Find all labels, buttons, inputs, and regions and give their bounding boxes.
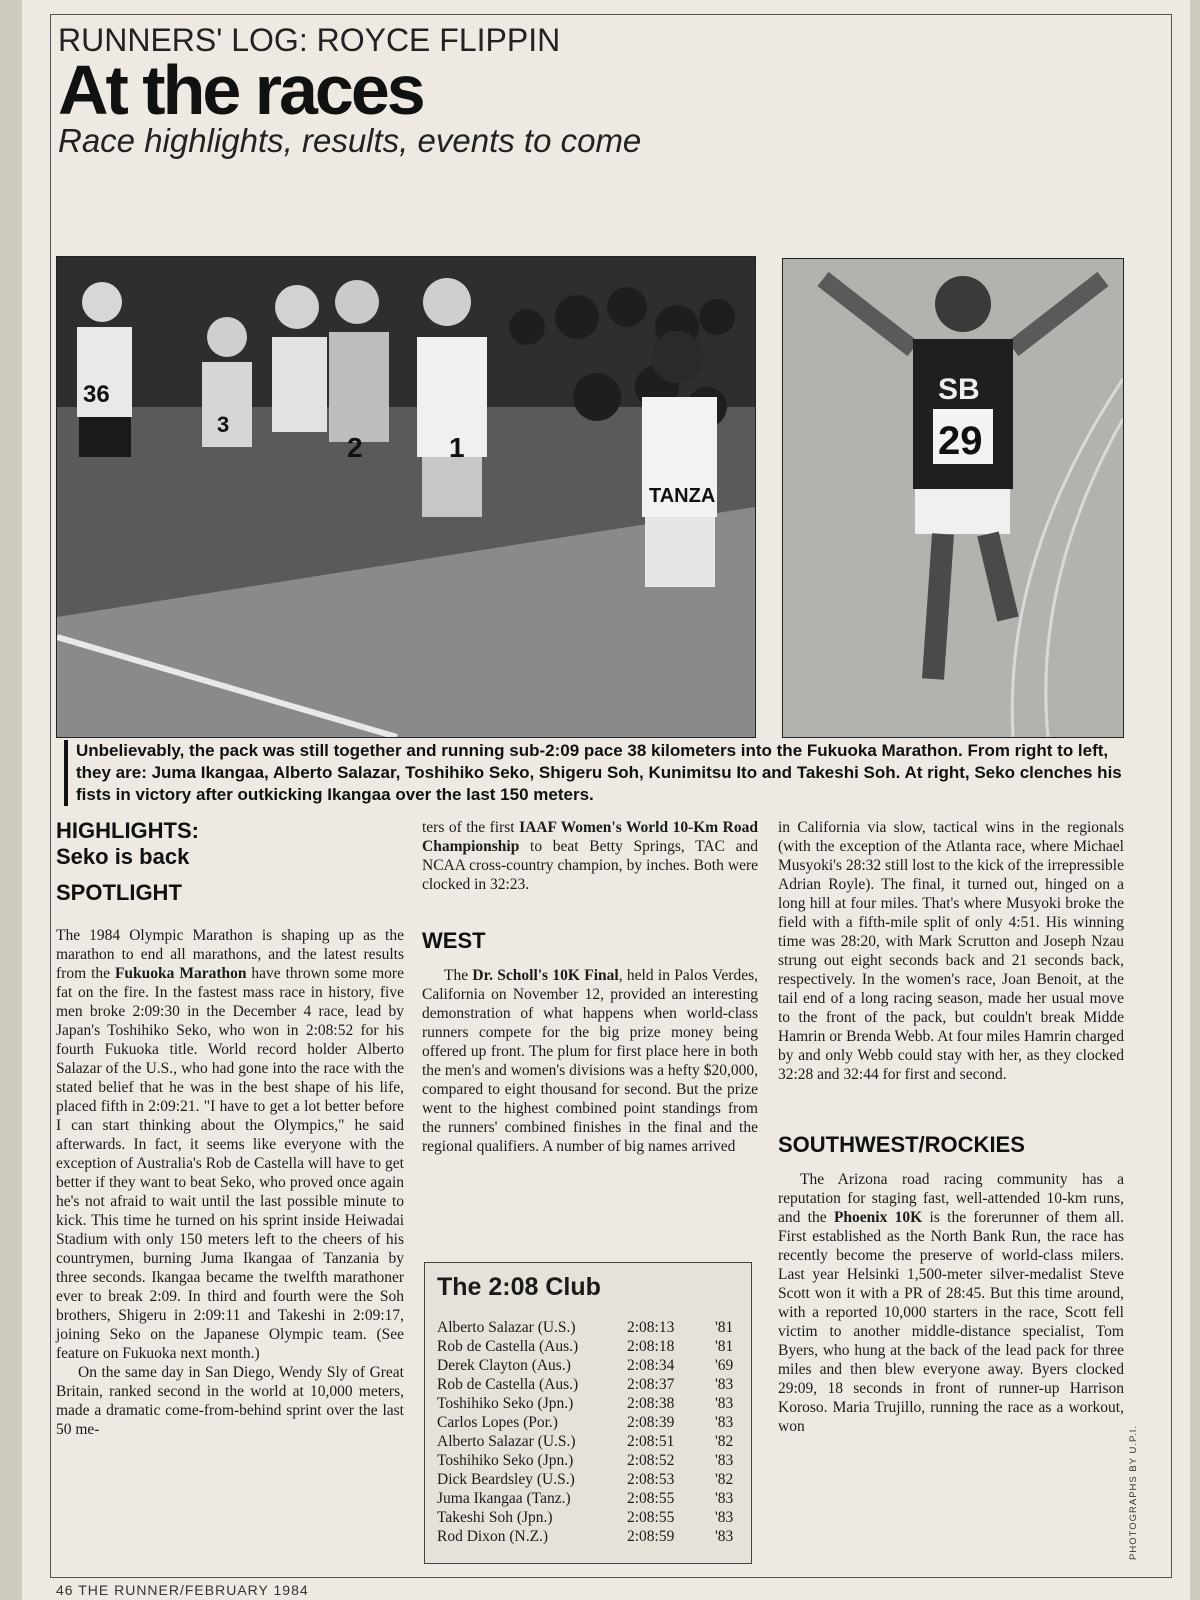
race-year: '83 xyxy=(715,1376,734,1393)
marathon-time: 2:08:55 xyxy=(627,1490,675,1507)
runner-name: Dick Beardsley (U.S.) xyxy=(437,1471,575,1488)
race-year: '82 xyxy=(715,1471,734,1488)
runner-name: Toshihiko Seko (Jpn.) xyxy=(437,1395,574,1412)
runner-name: Juma Ikangaa (Tanz.) xyxy=(437,1490,571,1507)
dr-scholls-continued-paragraph: in California via slow, tactical wins in the regionals (with the exception of the Atlanta race, where Michael Musyoki's 28:32 still lost to the kick of the irrepressible Adrian Royle). The final, it turned out, hinged on a long hill at four miles. That's where Musyoki broke the field with a fifth-mile split of only 4:51. His winning time was 28:20, with Mark Scrutton and Joseph Nzau strung out eight seconds back and 21 seconds back, respectively. In the women's race, Joan Benoit, at the tail end of a long racing season, made her usual move to the front of the pack, but couldn't break Midde Hamrin or Brenda Webb. At four miles Hamrin charged by and only Webb could stay with her, as they clocked 32:28 and 32:44 for first and second. xyxy=(778,819,1124,1083)
marathon-time: 2:08:51 xyxy=(627,1433,675,1450)
race-year: '82 xyxy=(715,1433,734,1450)
article-title: At the races xyxy=(58,51,423,129)
race-year: '83 xyxy=(715,1452,734,1469)
club-row xyxy=(437,1357,743,1376)
runner-name: Toshihiko Seko (Jpn.) xyxy=(437,1452,574,1469)
runner-name: Rob de Castella (Aus.) xyxy=(437,1338,579,1355)
magazine-page xyxy=(22,0,1190,1600)
race-year: '81 xyxy=(715,1338,734,1355)
bib-number: 1 xyxy=(449,432,465,463)
race-name: Fukuoka Marathon xyxy=(114,965,247,982)
page-footer: 46 THE RUNNER/FEBRUARY 1984 xyxy=(56,1582,309,1598)
race-name: Dr. Scholl's 10K Final xyxy=(472,967,619,984)
article-deck: Race highlights, results, events to come xyxy=(58,122,642,159)
marathon-time: 2:08:53 xyxy=(627,1471,675,1488)
runner-name: Alberto Salazar (U.S.) xyxy=(437,1319,576,1336)
bib-number: 3 xyxy=(217,412,230,437)
text-run: ters of the first xyxy=(422,819,520,836)
bib-number: 36 xyxy=(83,381,110,408)
club-row xyxy=(437,1471,743,1490)
text-run: The Arizona road racing community has a reputation for staging fast, well-attended 10-km runs, and the xyxy=(778,1171,1124,1226)
phoenix-paragraph xyxy=(778,1170,1124,1436)
race-name: IAAF Women's World 10-Km Road Championship xyxy=(422,819,758,855)
photo-caption: Unbelievably, the pack was still together and running sub-2:09 pace 38 kilometers into the Fukuoka Marathon. From right to left, they are: Juma Ikangaa, Alberto Salazar, Toshihiko Seko, Shigeru Soh, Kunimitsu Ito and Takeshi Soh. At right, Seko clenches his fists in victory after outkicking Ikangaa over the last 150 meters. xyxy=(64,740,1146,806)
runner-name: Takeshi Soh (Jpn.) xyxy=(437,1509,553,1526)
race-year: '83 xyxy=(715,1528,734,1545)
club-row xyxy=(437,1338,743,1357)
club-row xyxy=(437,1452,743,1471)
club-row xyxy=(437,1509,743,1528)
southwest-rockies-heading: SOUTHWEST/ROCKIES xyxy=(778,1132,1025,1157)
club-row xyxy=(437,1490,743,1509)
bib-number: 29 xyxy=(938,419,983,463)
race-year: '83 xyxy=(715,1395,734,1412)
text-run: , held in Palos Verdes, California on November 12, provided an interesting demonstration of what happens when world-class runners compete for the big prize money being offered up front. The plum for first place here in both the men's and women's divisions was a hefty $20,000, compared to eight thousand for second. But the prize went to the highest combined point standings from the runners' combined finishes in the final and the regional qualifiers. A number of big names arrived xyxy=(422,967,758,1155)
race-year: '83 xyxy=(715,1509,734,1526)
column-two xyxy=(422,818,758,1156)
text-run: The 1984 Olympic Marathon is shaping up as the marathon to end all marathons, and the latest results from the xyxy=(56,927,404,982)
club-title: The 2:08 Club xyxy=(437,1273,601,1301)
race-name: Phoenix 10K xyxy=(833,1209,923,1226)
text-run: have thrown some more fat on the fire. In the fastest mass race in history, five men broke 2:09:30 in the December 4 race, lead by Japan's Toshihiko Seko, who won in 2:08:52 for his fourth Fukuoka title. World record holder Alberto Salazar of the U.S., who had gone into the race with the stated belief that he was in the best shape of his life, placed fifth in 2:09:21. "I have to get a lot better before I can start thinking about the Olympics," he said afterwards. In fact, it seems like everyone with the exception of Australia's Rob de Castella will have to get better if they want to beat Seko, who proved once again he's not afraid to wait until the last possible minute to kick. This time he turned on his sprint inside Heiwadai Stadium with only 150 meters left to the cheers of his countrymen, burning Juma Ikangaa of Tanzania by three seconds. Ikangaa became the twelfth marathoner ever to break 2:09. In third and fourth were the Soh brothers, Shigeru in 2:09:11 and Takeshi in 2:09:17, joining Seko on the Japanese Olympic team. (See feature on Fukuoka next month.) xyxy=(56,965,404,1362)
column-three xyxy=(778,818,1124,1436)
highlights-heading: HIGHLIGHTS: Seko is back xyxy=(56,818,199,869)
winner-photo xyxy=(782,258,1124,738)
club-row xyxy=(437,1376,743,1395)
text-run: to beat Betty Springs, TAC and NCAA cross-country champion, by inches. Both were clocked in 32:23. xyxy=(422,838,758,893)
marathon-time: 2:08:13 xyxy=(627,1319,675,1336)
club-row xyxy=(437,1528,743,1547)
club-row xyxy=(437,1414,743,1433)
marathon-pack-illustration xyxy=(57,257,755,737)
runner-name: Rob de Castella (Aus.) xyxy=(437,1376,579,1393)
spotlight-heading: SPOTLIGHT xyxy=(56,880,182,905)
marathon-time: 2:08:37 xyxy=(627,1376,675,1393)
club-row xyxy=(437,1433,743,1452)
jersey-text: TANZA xyxy=(649,485,716,507)
marathon-time: 2:08:38 xyxy=(627,1395,675,1412)
jersey-text: SB xyxy=(938,373,980,406)
runner-name: Derek Clayton (Aus.) xyxy=(437,1357,571,1374)
marathon-time: 2:08:18 xyxy=(627,1338,675,1355)
text-run: The xyxy=(444,967,473,984)
marathon-time: 2:08:39 xyxy=(627,1414,675,1431)
race-year: '81 xyxy=(715,1319,734,1336)
runner-name: Rod Dixon (N.Z.) xyxy=(437,1528,549,1545)
marathon-time: 2:08:59 xyxy=(627,1528,675,1545)
marathon-pack-photo xyxy=(56,256,756,738)
column-one xyxy=(56,818,404,1439)
marathon-time: 2:08:34 xyxy=(627,1357,675,1374)
runner-name: Carlos Lopes (Por.) xyxy=(437,1414,558,1431)
bib-number: 2 xyxy=(347,432,363,463)
race-year: '83 xyxy=(715,1490,734,1507)
winner-illustration xyxy=(783,259,1123,737)
two-oh-eight-club-box xyxy=(424,1262,752,1564)
sly-paragraph: On the same day in San Diego, Wendy Sly of Great Britain, ranked second in the world at 10,000 meters, made a dramatic come-from-behind sprint over the last 50 me- xyxy=(56,1364,404,1438)
runner-name: Alberto Salazar (U.S.) xyxy=(437,1433,576,1450)
marathon-time: 2:08:52 xyxy=(627,1452,675,1469)
womens-world-paragraph xyxy=(422,818,758,894)
dr-scholls-paragraph xyxy=(422,966,758,1156)
club-row xyxy=(437,1395,743,1414)
west-heading: WEST xyxy=(422,928,486,953)
club-row xyxy=(437,1319,743,1338)
race-year: '69 xyxy=(715,1357,734,1374)
race-year: '83 xyxy=(715,1414,734,1431)
article-header xyxy=(58,22,641,160)
text-run: is the forerunner of them all. First established as the North Bank Run, the race has recently become the preserve of world-class milers. Last year Helsinki 1,500-meter silver-medalist Steve Scott won it with a PR of 28:45. But this time around, with a reported 10,000 starters in the race, Scott fell victim to another middle-distance specialist, Tom Byers, who hung at the back of the lead pack for three miles and then blew everyone away. Byers clocked 29:09, 18 seconds in front of runner-up Harrison Koroso. Maria Trujillo, running the race as a workout, won xyxy=(778,1209,1124,1435)
photo-credit: PHOTOGRAPHS BY U.P.I. xyxy=(1128,1424,1139,1560)
marathon-time: 2:08:55 xyxy=(627,1509,675,1526)
column-kicker: RUNNERS' LOG: ROYCE FLIPPIN xyxy=(58,22,561,58)
spotlight-paragraph xyxy=(56,926,404,1363)
